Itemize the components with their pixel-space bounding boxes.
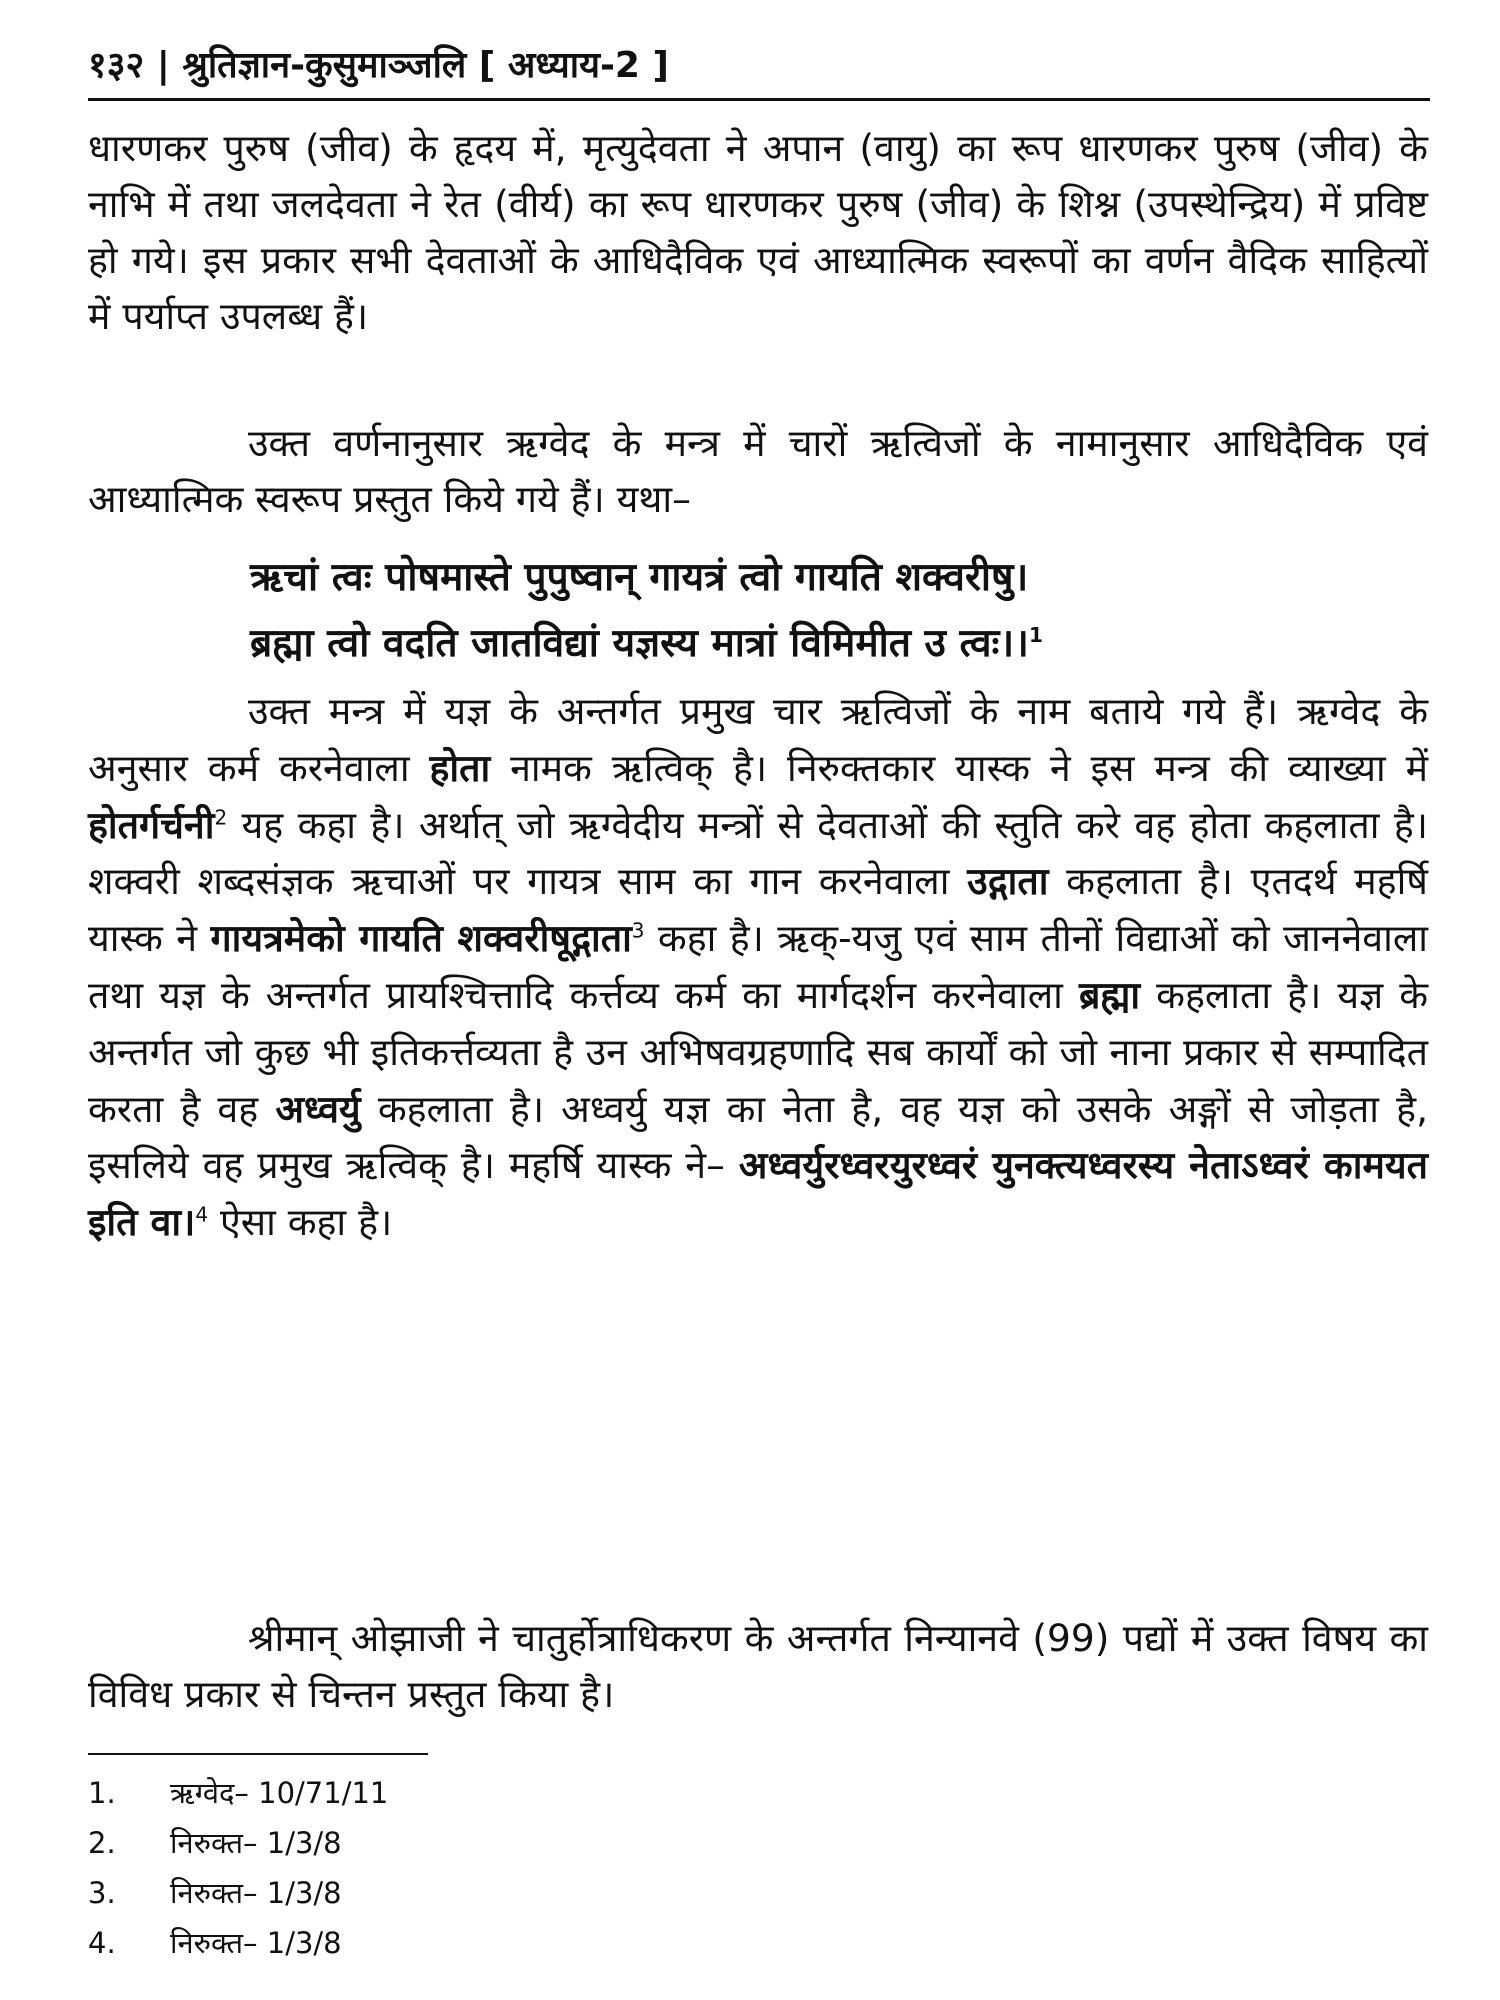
p3-text-5: कहा है। ऋक्-यजु एवं साम तीनों विद्याओं को जाननेवाला तथा यज्ञ के अन्तर्गत प्रायश्चित्तादि कर्त्तव्य कर्म का मार्गदर्शन करनेवाला	[88, 916, 1428, 1017]
paragraph-4	[88, 1610, 1428, 1722]
mantra-line-2-text: ब्रह्मा त्वो वदति जातविद्यां यज्ञस्य मात्रां विमिमीत उ त्वः।।	[250, 621, 1029, 666]
quote-gayatram: गायत्रमेको गायति शक्वरीषूद्गाता	[210, 916, 632, 961]
footnote-text: निरुक्त– 1/3/8	[170, 1876, 342, 1910]
footnote-text: निरुक्त– 1/3/8	[170, 1926, 342, 1960]
footnote-item	[88, 1768, 788, 1818]
paragraph-1-text: धारणकर पुरुष (जीव) के हृदय में, मृत्युदेवता ने अपान (वायु) का रूप धारणकर पुरुष (जीव) के नाभि में तथा जलदेवता ने रेत (वीर्य) का रूप धारणकर पुरुष (जीव) के शिश्न (उपस्थेन्द्रिय) में प्रविष्ट हो गये। इस प्रकार सभी देवताओं के आधिदैविक एवं आध्यात्मिक स्वरूपों का वर्णन वैदिक साहित्यों में पर्याप्त उपलब्ध हैं।	[88, 126, 1428, 338]
footnote-ref-4: 4	[195, 1202, 209, 1227]
p3-text-7: कहलाता है। अध्वर्यु यज्ञ का नेता है, वह यज्ञ को उसके अङ्गों से जोड़ता है, इसलिये वह प्रमुख ऋत्विक् है। महर्षि यास्क ने–	[88, 1086, 1428, 1188]
paragraph-2	[88, 415, 1428, 527]
footnote-number: 4.	[88, 1926, 116, 1960]
mantra-verse	[250, 545, 1430, 677]
term-udgata: उद्गाता	[967, 859, 1049, 904]
footnote-divider	[88, 1753, 428, 1755]
quote-adhvaryur: अध्वर्युरध्वरयुरध्वरं युनक्त्यध्वरस्य नेताऽध्वरं कामयत इति वा।	[88, 1143, 1428, 1245]
p3-text-8: ऐसा कहा है।	[208, 1200, 393, 1245]
term-hotargarchani: होतर्गर्चनी	[88, 802, 215, 847]
footnote-number: 2.	[88, 1826, 116, 1860]
paragraph-1	[88, 120, 1428, 344]
mantra-line-2	[250, 611, 1430, 677]
footnote-item	[88, 1868, 788, 1918]
p3-text-4: कहलाता है। एतदर्थ महर्षि यास्क ने	[88, 859, 1428, 961]
footnote-text: ऋग्वेद– 10/71/11	[170, 1776, 389, 1810]
footnote-ref-2: 2	[214, 805, 228, 830]
term-brahma: ब्रह्मा	[1078, 972, 1141, 1017]
footnote-item	[88, 1918, 788, 1968]
paragraph-4-text: श्रीमान् ओझाजी ने चातुर्होत्राधिकरण के अन्तर्गत निन्यानवे (99) पद्यों में उक्त विषय का विविध प्रकार से चिन्तन प्रस्तुत किया है।	[88, 1616, 1428, 1716]
header-divider	[88, 98, 1430, 101]
footnote-item	[88, 1818, 788, 1868]
footnote-ref-1: 1	[1028, 623, 1043, 647]
footnote-number: 3.	[88, 1876, 116, 1910]
term-adhvaryu: अध्वर्यु	[275, 1086, 361, 1131]
footnote-ref-3: 3	[631, 918, 645, 943]
paragraph-3	[88, 683, 1428, 1251]
paragraph-2-text: उक्त वर्णनानुसार ऋग्वेद के मन्त्र में चारों ऋत्विजों के नामानुसार आधिदैविक एवं आध्यात्मिक स्वरूप प्रस्तुत किये गये हैं। यथा–	[88, 421, 1428, 521]
term-hota: होता	[429, 745, 491, 790]
p3-text-1: उक्त मन्त्र में यज्ञ के अन्तर्गत प्रमुख चार ऋत्विजों के नाम बताये गये हैं। ऋग्वेद के अनुसार कर्म करनेवाला	[88, 689, 1428, 790]
page-header: १३२ | श्रुतिज्ञान-कुसुमाञ्जलि [ अध्याय-2 ]	[88, 45, 669, 86]
p3-text-2: नामक ऋत्विक् है। निरुक्तकार यास्क ने इस मन्त्र की व्याख्या में	[490, 745, 1428, 790]
footnotes	[88, 1768, 788, 1968]
p3-text-3: यह कहा है। अर्थात् जो ऋग्वेदीय मन्त्रों से देवताओं की स्तुति करे वह होता कहलाता है। शक्वरी शब्दसंज्ञक ऋचाओं पर गायत्र साम का गान करनेवाला	[88, 802, 1428, 904]
mantra-line-1: ऋचां त्वः पोषमास्ते पुपुष्वान् गायत्रं त्वो गायति शक्वरीषु।	[250, 555, 1029, 600]
paragraph-3-text	[88, 683, 1428, 1251]
footnote-text: निरुक्त– 1/3/8	[170, 1826, 342, 1860]
p3-text-6: कहलाता है। यज्ञ के अन्तर्गत जो कुछ भी इतिकर्त्तव्यता है उन अभिषवग्रहणादि सब कार्यों को जो नाना प्रकार से सम्पादित करता है वह	[88, 972, 1428, 1131]
footnote-number: 1.	[88, 1776, 116, 1810]
